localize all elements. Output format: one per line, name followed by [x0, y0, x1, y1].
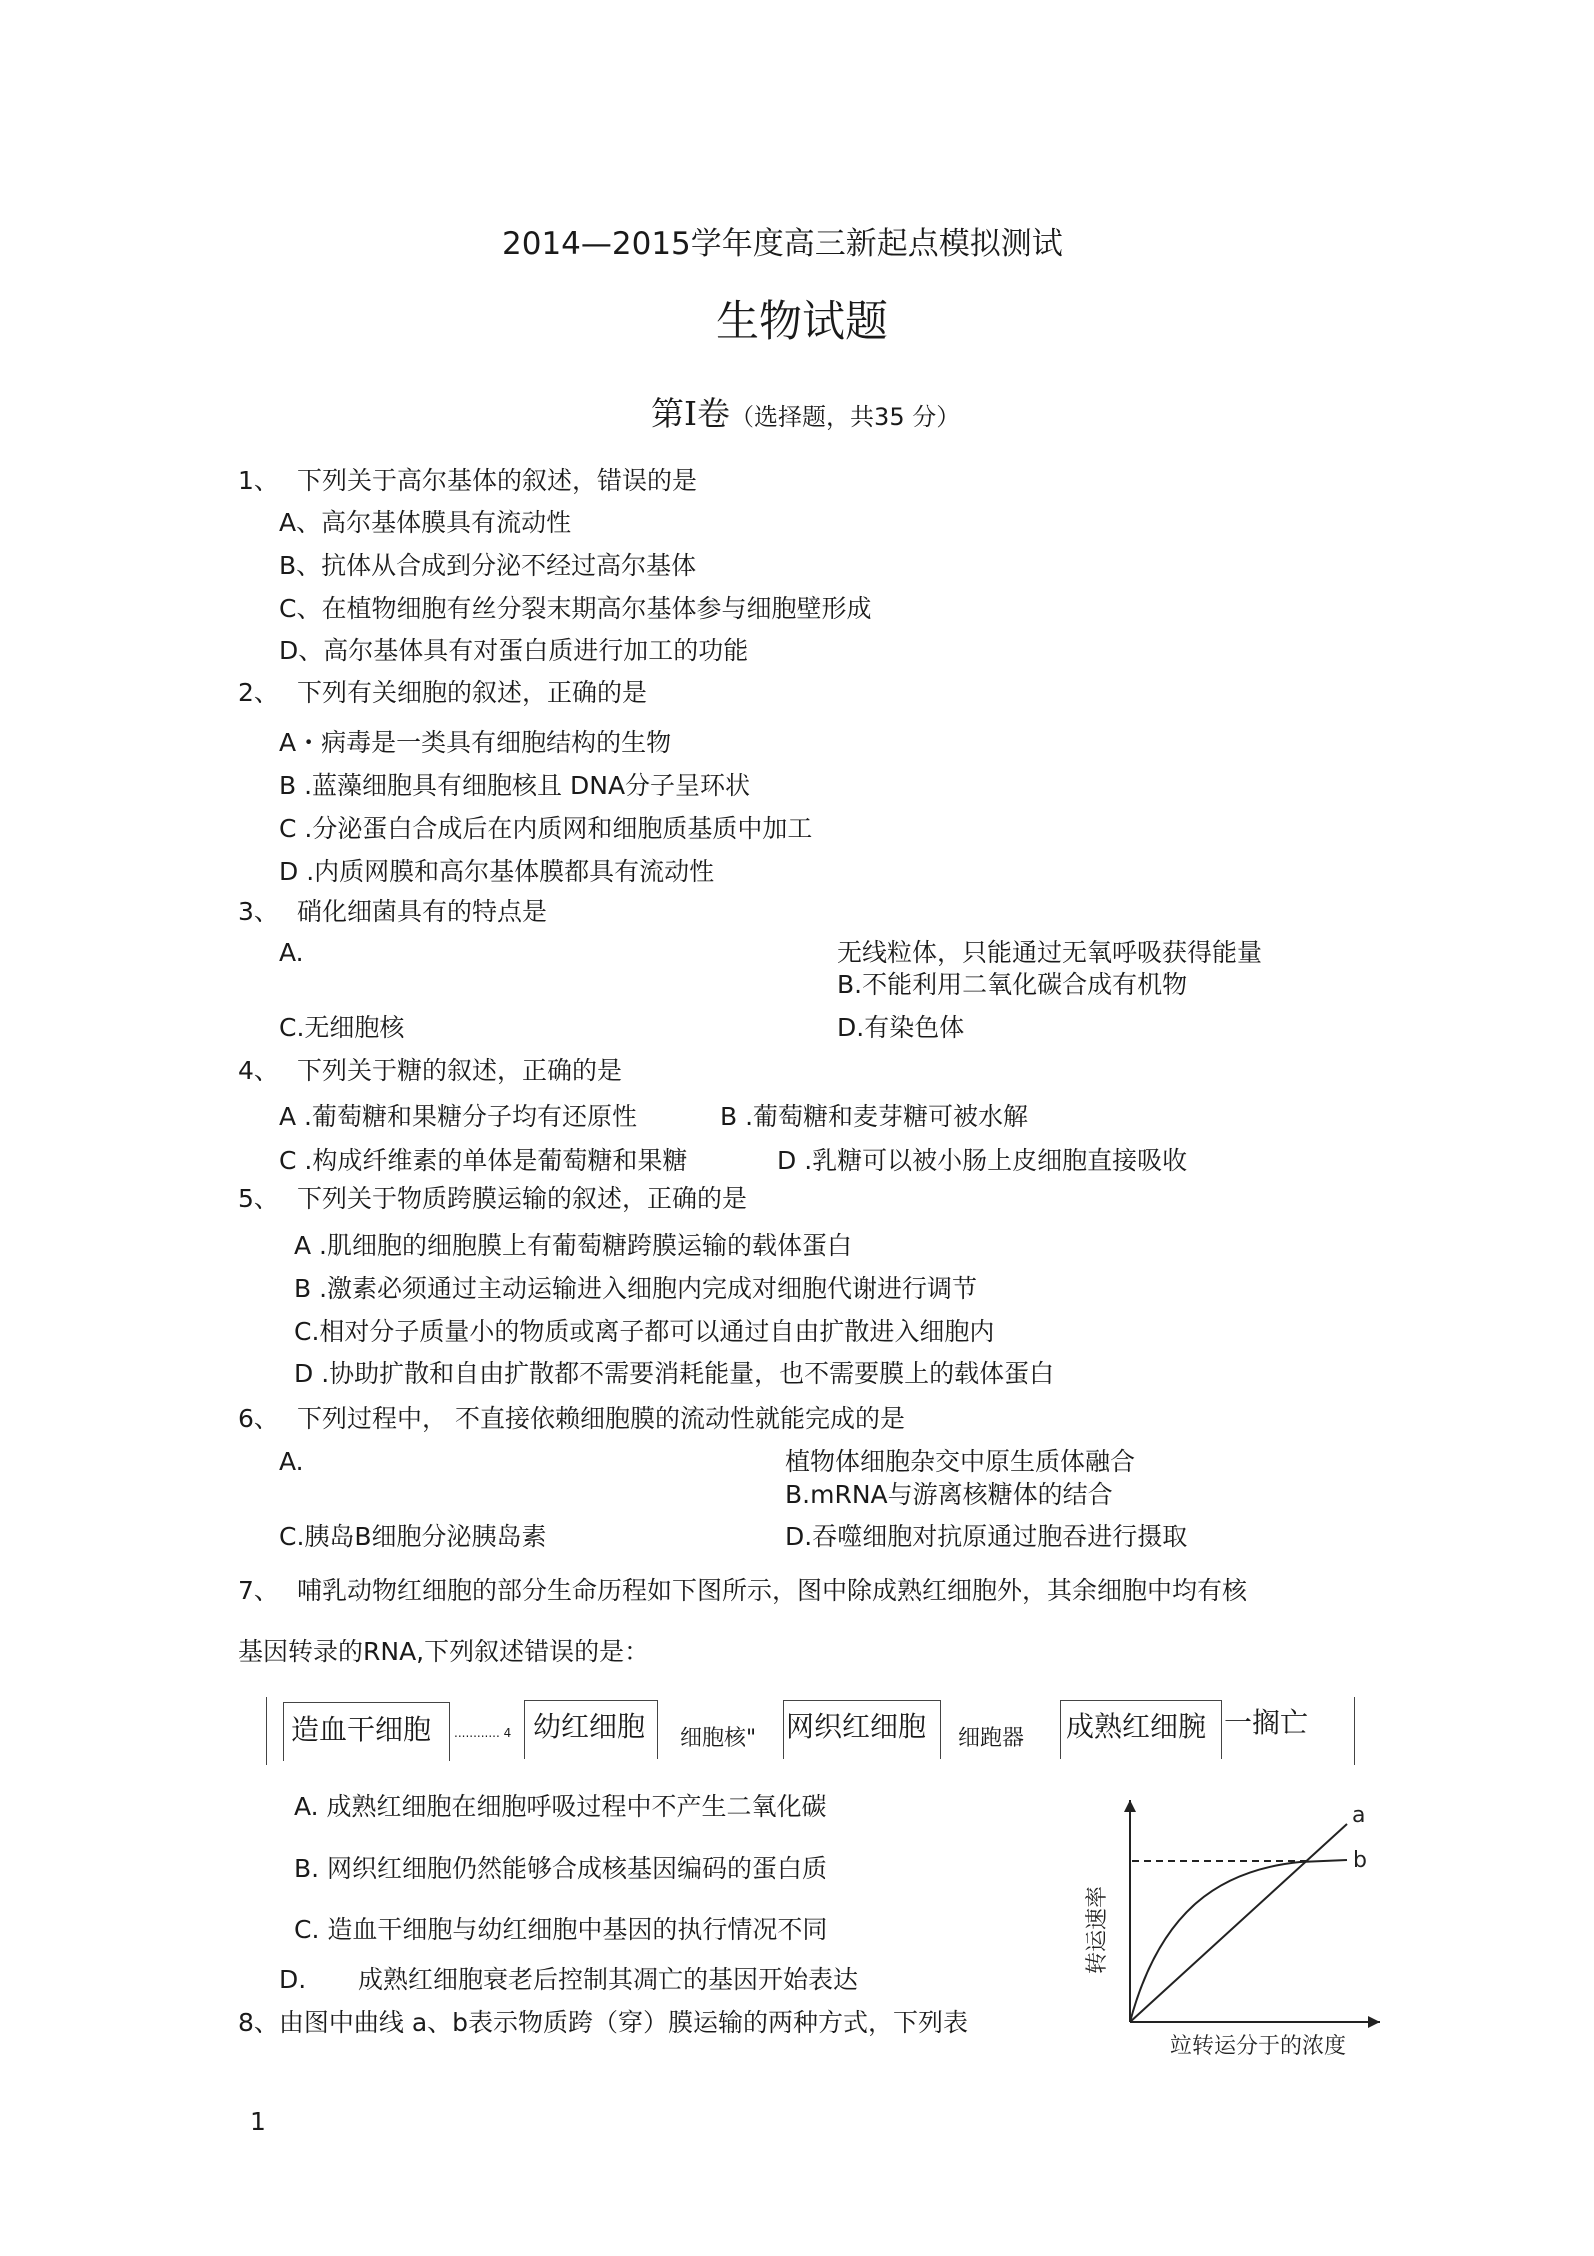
q2-option-c: C .分泌蛋白合成后在内质网和细胞质基质中加工	[279, 814, 813, 843]
q2-option-a: A・病毒是一类具有细胞结构的生物	[279, 728, 672, 757]
flow-arrow-3: 细跑器	[958, 1726, 1025, 1751]
q7-option-d-letter: D.	[279, 1965, 307, 1994]
section-main: 第Ⅰ卷	[651, 394, 731, 433]
q6-option-d: D.吞噬细胞对抗原通过胞吞进行摄取	[785, 1522, 1188, 1551]
q7-stem-line1: 哺乳动物红细胞的部分生命历程如下图所示，图中除成熟红细胞外，其余细胞中均有核	[297, 1576, 1248, 1605]
q7-option-c: C. 造血干细胞与幼红细胞中基因的执行情况不同	[294, 1915, 828, 1944]
q4-number: 4、	[238, 1056, 279, 1085]
q6-option-b: B.mRNA与游离核糖体的结合	[785, 1480, 1113, 1509]
section-note: （选择题，共35 分）	[730, 403, 961, 431]
q1-number: 1、	[238, 466, 279, 495]
q6-option-a-text: 植物体细胞杂交中原生质体融合	[785, 1447, 1136, 1476]
q4-option-b: B .葡萄糖和麦芽糖可被水解	[720, 1102, 1029, 1131]
q1-option-b: B、抗体从合成到分泌不经过高尔基体	[279, 551, 697, 580]
q1-option-d: D、高尔基体具有对蛋白质进行加工的功能	[279, 636, 749, 665]
flow-left-bar	[266, 1697, 267, 1765]
graph-y-label: 转运速率	[1085, 1885, 1110, 1975]
subject-title: 生物试题	[716, 297, 888, 347]
q8-stem: 8、由图中曲线 a、b表示物质跨（穿）膜运输的两种方式，下列表	[238, 2008, 969, 2037]
q1-stem: 下列关于高尔基体的叙述，错误的是	[297, 466, 698, 495]
q2-stem: 下列有关细胞的叙述，正确的是	[297, 678, 648, 707]
q3-option-a-letter: A.	[279, 938, 304, 967]
curve-b	[1130, 1860, 1347, 2022]
q5-stem: 下列关于物质跨膜运输的叙述，正确的是	[297, 1184, 748, 1213]
q2-option-b: B .蓝藻细胞具有细胞核且 DNA分子呈环状	[279, 771, 751, 800]
q1-option-a: A、高尔基体膜具有流动性	[279, 508, 572, 537]
q3-option-c: C.无细胞核	[279, 1013, 405, 1042]
q7-option-d-text: 成熟红细胞衰老后控制其凋亡的基因开始表达	[358, 1965, 859, 1994]
section-heading	[651, 392, 960, 439]
curve-b-label: b	[1353, 1848, 1367, 1873]
flow-cell-1: 造血干细胞	[291, 1713, 432, 1746]
q5-option-c: C.相对分子质量小的物质或离子都可以通过自由扩散进入细胞内	[294, 1317, 995, 1346]
transport-rate-graph	[1080, 1800, 1410, 2100]
q3-option-b: B.不能利用二氧化碳合成有机物	[837, 970, 1188, 999]
flow-end: 一搁亡	[1224, 1706, 1309, 1739]
graph-x-axis	[1130, 2016, 1380, 2028]
q5-option-d: D .协助扩散和自由扩散都不需要消耗能量，也不需要膜上的载体蛋白	[294, 1359, 1055, 1388]
flow-arrow-2: 细胞核"	[680, 1726, 757, 1751]
q7-option-b: B. 网织红细胞仍然能够合成核基因编码的蛋白质	[294, 1854, 828, 1883]
q3-option-a-text: 无线粒体，只能通过无氧呼吸获得能量	[837, 938, 1263, 967]
curve-a	[1130, 1824, 1347, 2022]
exam-title: 2014—2015学年度高三新起点模拟测试	[502, 226, 1063, 262]
q4-stem: 下列关于糖的叙述，正确的是	[297, 1056, 623, 1085]
q6-option-a-letter: A.	[279, 1447, 304, 1476]
q3-option-d: D.有染色体	[837, 1013, 965, 1042]
q3-stem: 硝化细菌具有的特点是	[297, 897, 548, 926]
q5-option-b: B .激素必须通过主动运输进入细胞内完成对细胞代谢进行调节	[294, 1274, 978, 1303]
q4-option-a: A .葡萄糖和果糖分子均有还原性	[279, 1102, 637, 1131]
curve-a-label: a	[1352, 1803, 1366, 1828]
flow-right-bar	[1354, 1697, 1355, 1765]
q3-number: 3、	[238, 897, 279, 926]
q7-number: 7、	[238, 1576, 279, 1605]
graph-y-axis	[1124, 1800, 1136, 2022]
flow-arrow-1: ............ 4	[454, 1726, 512, 1740]
q4-option-d: D .乳糖可以被小肠上皮细胞直接吸收	[777, 1146, 1188, 1175]
q5-number: 5、	[238, 1184, 279, 1213]
q7-option-a: A. 成熟红细胞在细胞呼吸过程中不产生二氧化碳	[294, 1792, 827, 1821]
flow-cell-2: 幼红细胞	[533, 1710, 646, 1743]
q2-number: 2、	[238, 678, 279, 707]
flow-cell-4: 成熟红细腕	[1066, 1710, 1207, 1743]
q1-option-c: C、在植物细胞有丝分裂末期高尔基体参与细胞壁形成	[279, 594, 872, 623]
q2-option-d: D .内质网膜和高尔基体膜都具有流动性	[279, 857, 715, 886]
q6-number: 6、	[238, 1404, 279, 1433]
graph-x-label: 竝转运分于的浓度	[1169, 2034, 1347, 2059]
q6-option-c: C.胰岛B细胞分泌胰岛素	[279, 1522, 547, 1551]
q4-option-c: C .构成纤维素的单体是葡萄糖和果糖	[279, 1146, 688, 1175]
q7-stem-line2: 基因转录的RNA,下列叙述错误的是：	[238, 1637, 650, 1666]
q6-stem: 下列过程中， 不直接依赖细胞膜的流动性就能完成的是	[297, 1404, 905, 1433]
q5-option-a: A .肌细胞的细胞膜上有葡萄糖跨膜运输的载体蛋白	[294, 1231, 852, 1260]
flow-cell-3: 网织红细胞	[786, 1710, 927, 1743]
page-number: 1	[250, 2107, 266, 2136]
